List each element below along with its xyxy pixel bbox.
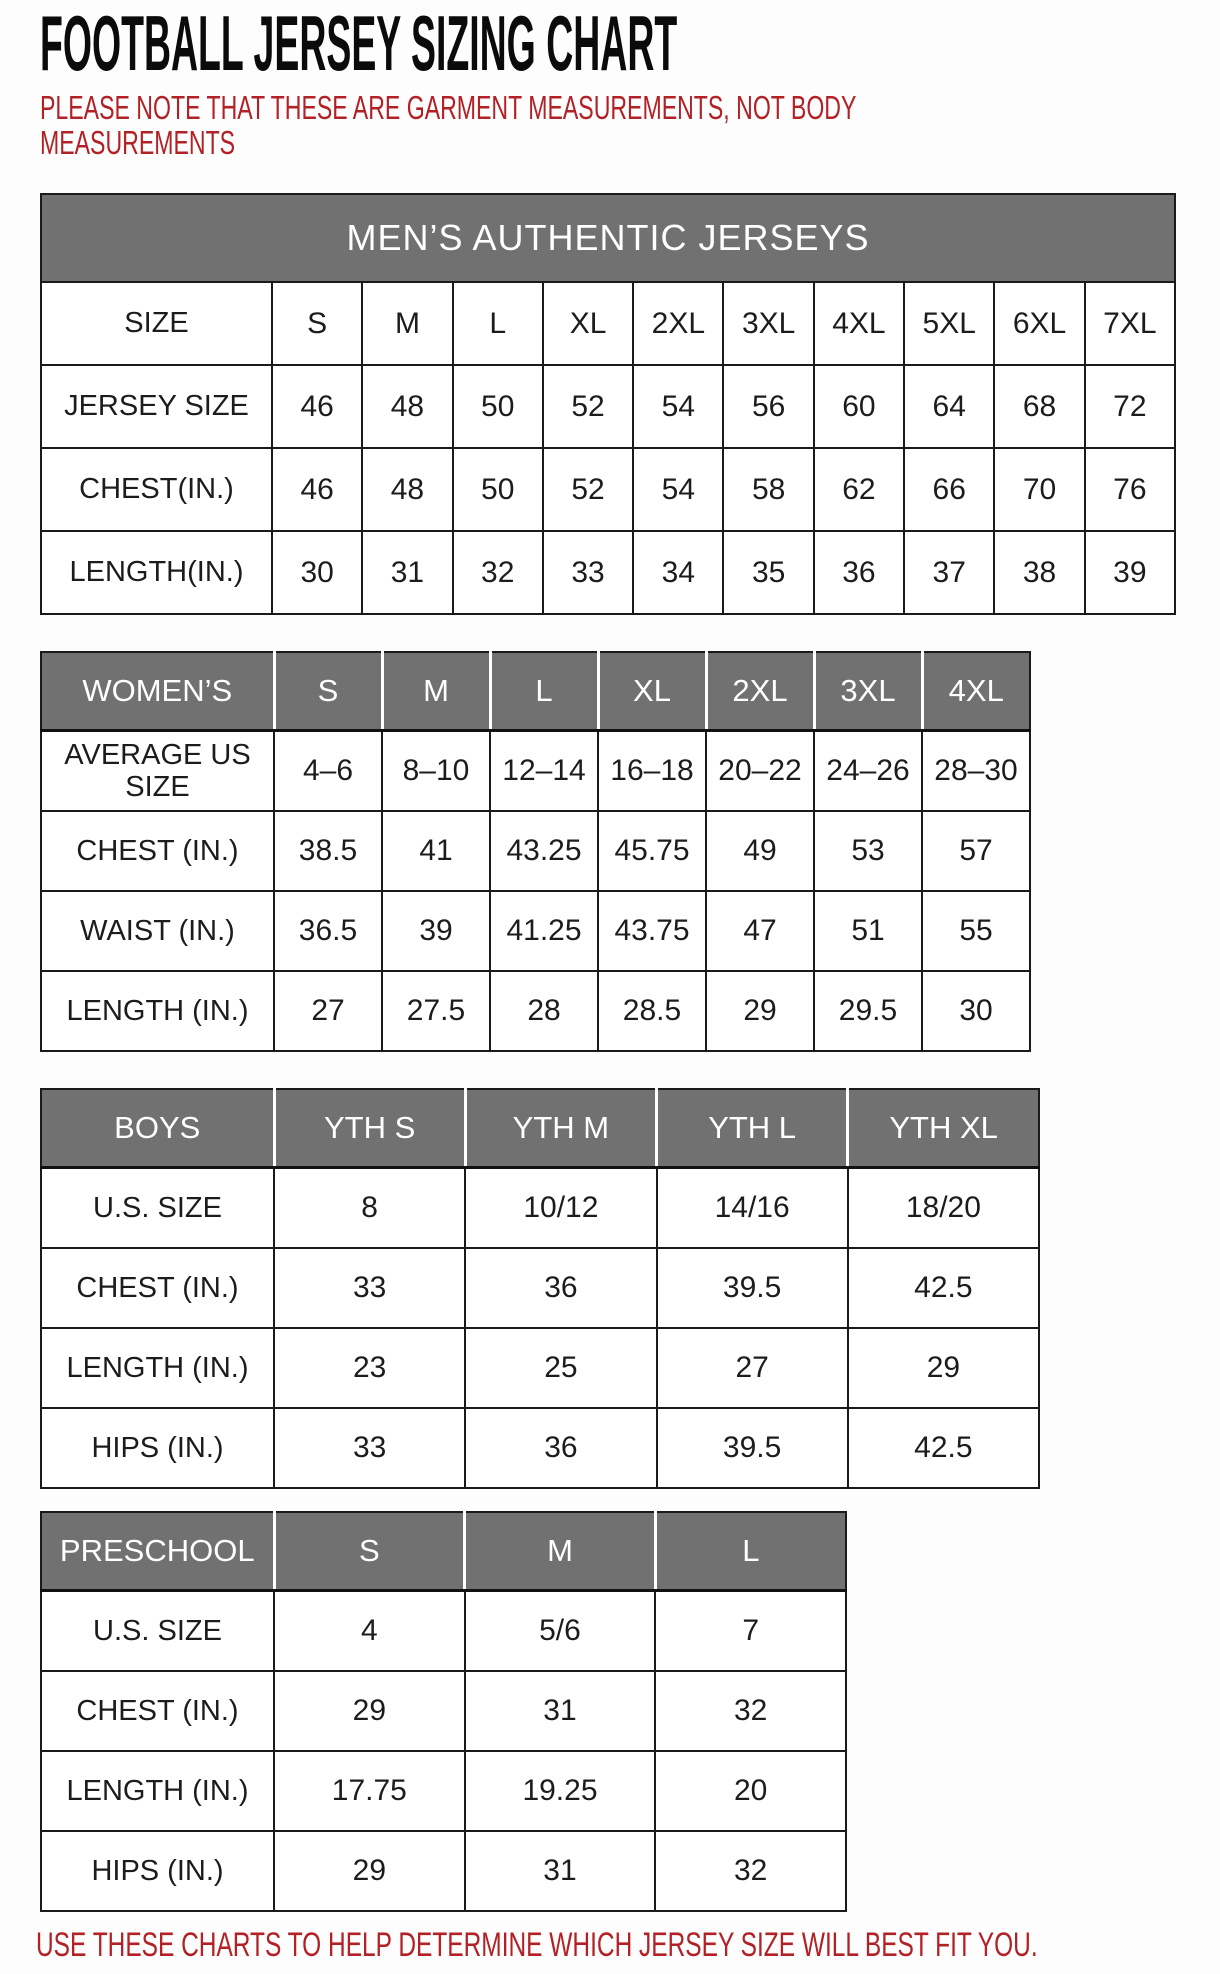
size-header-cell: YTH XL <box>848 1089 1039 1168</box>
jersey-size-value-cell: 72 <box>1085 365 1175 448</box>
footer-note: USE THESE CHARTS TO HELP DETERMINE WHICH JERSEY SIZE WILL BEST FIT YOU. <box>36 1926 1038 1964</box>
length-value-cell: 28 <box>490 971 598 1051</box>
size-header-cell: 7XL <box>1085 282 1175 365</box>
chest-value-cell: 45.75 <box>598 811 706 891</box>
average-us-size-row-label: AVERAGE US SIZE <box>41 731 274 812</box>
jersey-size-value-cell: 64 <box>904 365 994 448</box>
jersey-size-value-cell: 60 <box>814 365 904 448</box>
table-header-row <box>41 1089 1039 1168</box>
size-header-cell: YTH L <box>657 1089 848 1168</box>
chest-value-cell: 42.5 <box>848 1248 1039 1328</box>
hips-value-cell: 29 <box>274 1831 465 1911</box>
table-row <box>41 811 1030 891</box>
jersey-size-value-cell: 46 <box>272 365 362 448</box>
chest-value-cell: 32 <box>655 1671 846 1751</box>
length-value-cell: 25 <box>465 1328 656 1408</box>
chest-row-label: CHEST (IN.) <box>41 1671 274 1751</box>
chest-value-cell: 41 <box>382 811 490 891</box>
size-header-cell: XL <box>543 282 633 365</box>
preschool-header-label: PRESCHOOL <box>41 1512 274 1591</box>
chest-value-cell: 52 <box>543 448 633 531</box>
length-value-cell: 23 <box>274 1328 465 1408</box>
us-size-row-label: U.S. SIZE <box>41 1591 274 1672</box>
size-header-cell: M <box>382 652 490 731</box>
chest-value-cell: 29 <box>274 1671 465 1751</box>
table-row <box>41 971 1030 1051</box>
chest-value-cell: 58 <box>723 448 813 531</box>
length-row-label: LENGTH (IN.) <box>41 1328 274 1408</box>
size-header-cell: 3XL <box>723 282 813 365</box>
length-value-cell: 17.75 <box>274 1751 465 1831</box>
chest-value-cell: 54 <box>633 448 723 531</box>
length-row-label: LENGTH (IN.) <box>41 971 274 1051</box>
length-value-cell: 27 <box>657 1328 848 1408</box>
table-row <box>41 1751 846 1831</box>
size-header-cell: 3XL <box>814 652 922 731</box>
us-size-value-cell: 5/6 <box>465 1591 656 1672</box>
chest-value-cell: 39.5 <box>657 1248 848 1328</box>
chest-value-cell: 70 <box>994 448 1084 531</box>
us-size-value-cell: 12–14 <box>490 731 598 812</box>
hips-value-cell: 36 <box>465 1408 656 1488</box>
waist-row-label: WAIST (IN.) <box>41 891 274 971</box>
womens-header-label: WOMEN’S <box>41 652 274 731</box>
us-size-value-cell: 20–22 <box>706 731 814 812</box>
chest-value-cell: 53 <box>814 811 922 891</box>
length-value-cell: 30 <box>272 531 362 614</box>
size-header-cell: M <box>362 282 452 365</box>
us-size-value-cell: 14/16 <box>657 1168 848 1249</box>
waist-value-cell: 47 <box>706 891 814 971</box>
hips-value-cell: 42.5 <box>848 1408 1039 1488</box>
chest-value-cell: 36 <box>465 1248 656 1328</box>
us-size-row-label: U.S. SIZE <box>41 1168 274 1249</box>
womens-sizing-table <box>40 651 1031 1052</box>
table-row <box>41 1168 1039 1249</box>
size-header-cell: S <box>272 282 362 365</box>
us-size-value-cell: 28–30 <box>922 731 1030 812</box>
size-header-cell: L <box>655 1512 846 1591</box>
preschool-sizing-table <box>40 1511 847 1912</box>
length-row-label: LENGTH (IN.) <box>41 1751 274 1831</box>
garment-measurement-note <box>40 90 866 160</box>
hips-row-label: HIPS (IN.) <box>41 1831 274 1911</box>
jersey-size-value-cell: 68 <box>994 365 1084 448</box>
jersey-size-value-cell: 50 <box>453 365 543 448</box>
chest-value-cell: 48 <box>362 448 452 531</box>
table-row <box>41 1671 846 1751</box>
table-row <box>41 1328 1039 1408</box>
chest-row-label: CHEST (IN.) <box>41 1248 274 1328</box>
size-header-cell: M <box>465 1512 656 1591</box>
length-value-cell: 32 <box>453 531 543 614</box>
waist-value-cell: 36.5 <box>274 891 382 971</box>
length-value-cell: 37 <box>904 531 994 614</box>
chest-value-cell: 46 <box>272 448 362 531</box>
size-header-cell: 2XL <box>633 282 723 365</box>
table-row <box>41 1831 846 1911</box>
chest-value-cell: 49 <box>706 811 814 891</box>
jersey-size-value-cell: 48 <box>362 365 452 448</box>
waist-value-cell: 41.25 <box>490 891 598 971</box>
size-header-cell: L <box>453 282 543 365</box>
length-value-cell: 28.5 <box>598 971 706 1051</box>
table-row <box>41 531 1175 614</box>
size-header-cell: 4XL <box>922 652 1030 731</box>
us-size-value-cell: 18/20 <box>848 1168 1039 1249</box>
boys-sizing-table <box>40 1088 1040 1489</box>
length-value-cell: 30 <box>922 971 1030 1051</box>
table-header-row <box>41 652 1030 731</box>
chest-row-label: CHEST (IN.) <box>41 811 274 891</box>
table-row <box>41 1591 846 1672</box>
waist-value-cell: 39 <box>382 891 490 971</box>
length-value-cell: 29 <box>848 1328 1039 1408</box>
length-value-cell: 31 <box>362 531 452 614</box>
chest-value-cell: 31 <box>465 1671 656 1751</box>
table-row <box>41 1408 1039 1488</box>
size-header-cell: XL <box>598 652 706 731</box>
table-row <box>41 891 1030 971</box>
length-row-label: LENGTH(IN.) <box>41 531 272 614</box>
us-size-value-cell: 24–26 <box>814 731 922 812</box>
length-value-cell: 33 <box>543 531 633 614</box>
mens-table-banner: MEN’S AUTHENTIC JERSEYS <box>41 194 1175 282</box>
length-value-cell: 27 <box>274 971 382 1051</box>
size-header-cell: 2XL <box>706 652 814 731</box>
table-banner-row <box>41 194 1175 282</box>
hips-value-cell: 39.5 <box>657 1408 848 1488</box>
length-value-cell: 20 <box>655 1751 846 1831</box>
waist-value-cell: 55 <box>922 891 1030 971</box>
length-value-cell: 27.5 <box>382 971 490 1051</box>
us-size-value-cell: 10/12 <box>465 1168 656 1249</box>
chest-value-cell: 57 <box>922 811 1030 891</box>
length-value-cell: 29 <box>706 971 814 1051</box>
jersey-size-value-cell: 56 <box>723 365 813 448</box>
size-header-cell: S <box>274 1512 465 1591</box>
chest-value-cell: 33 <box>274 1248 465 1328</box>
jersey-size-value-cell: 54 <box>633 365 723 448</box>
size-row-label: SIZE <box>41 282 272 365</box>
mens-authentic-jerseys-table <box>40 193 1176 615</box>
jersey-size-row-label: JERSEY SIZE <box>41 365 272 448</box>
length-value-cell: 39 <box>1085 531 1175 614</box>
note-line-1: PLEASE NOTE THAT THESE ARE GARMENT MEASUREMENTS, NOT BODY <box>40 89 857 126</box>
table-row <box>41 365 1175 448</box>
us-size-value-cell: 8–10 <box>382 731 490 812</box>
length-value-cell: 29.5 <box>814 971 922 1051</box>
size-header-cell: 6XL <box>994 282 1084 365</box>
size-header-cell: 5XL <box>904 282 994 365</box>
table-row <box>41 448 1175 531</box>
waist-value-cell: 43.75 <box>598 891 706 971</box>
length-value-cell: 35 <box>723 531 813 614</box>
chest-value-cell: 43.25 <box>490 811 598 891</box>
table-row <box>41 282 1175 365</box>
chest-value-cell: 66 <box>904 448 994 531</box>
length-value-cell: 34 <box>633 531 723 614</box>
table-header-row <box>41 1512 846 1591</box>
note-line-2: MEASUREMENTS <box>40 124 236 161</box>
hips-value-cell: 33 <box>274 1408 465 1488</box>
us-size-value-cell: 8 <box>274 1168 465 1249</box>
size-header-cell: L <box>490 652 598 731</box>
size-header-cell: S <box>274 652 382 731</box>
us-size-value-cell: 4 <box>274 1591 465 1672</box>
size-header-cell: YTH S <box>274 1089 465 1168</box>
table-row <box>41 731 1030 812</box>
chest-value-cell: 76 <box>1085 448 1175 531</box>
waist-value-cell: 51 <box>814 891 922 971</box>
us-size-value-cell: 16–18 <box>598 731 706 812</box>
us-size-value-cell: 7 <box>655 1591 846 1672</box>
table-row <box>41 1248 1039 1328</box>
chest-row-label: CHEST(IN.) <box>41 448 272 531</box>
page-title: FOOTBALL JERSEY SIZING CHART <box>40 0 678 87</box>
chest-value-cell: 38.5 <box>274 811 382 891</box>
jersey-size-value-cell: 52 <box>543 365 633 448</box>
length-value-cell: 38 <box>994 531 1084 614</box>
length-value-cell: 19.25 <box>465 1751 656 1831</box>
hips-value-cell: 32 <box>655 1831 846 1911</box>
hips-row-label: HIPS (IN.) <box>41 1408 274 1488</box>
us-size-value-cell: 4–6 <box>274 731 382 812</box>
chest-value-cell: 62 <box>814 448 904 531</box>
size-header-cell: YTH M <box>465 1089 656 1168</box>
length-value-cell: 36 <box>814 531 904 614</box>
hips-value-cell: 31 <box>465 1831 656 1911</box>
chest-value-cell: 50 <box>453 448 543 531</box>
size-header-cell: 4XL <box>814 282 904 365</box>
boys-header-label: BOYS <box>41 1089 274 1168</box>
